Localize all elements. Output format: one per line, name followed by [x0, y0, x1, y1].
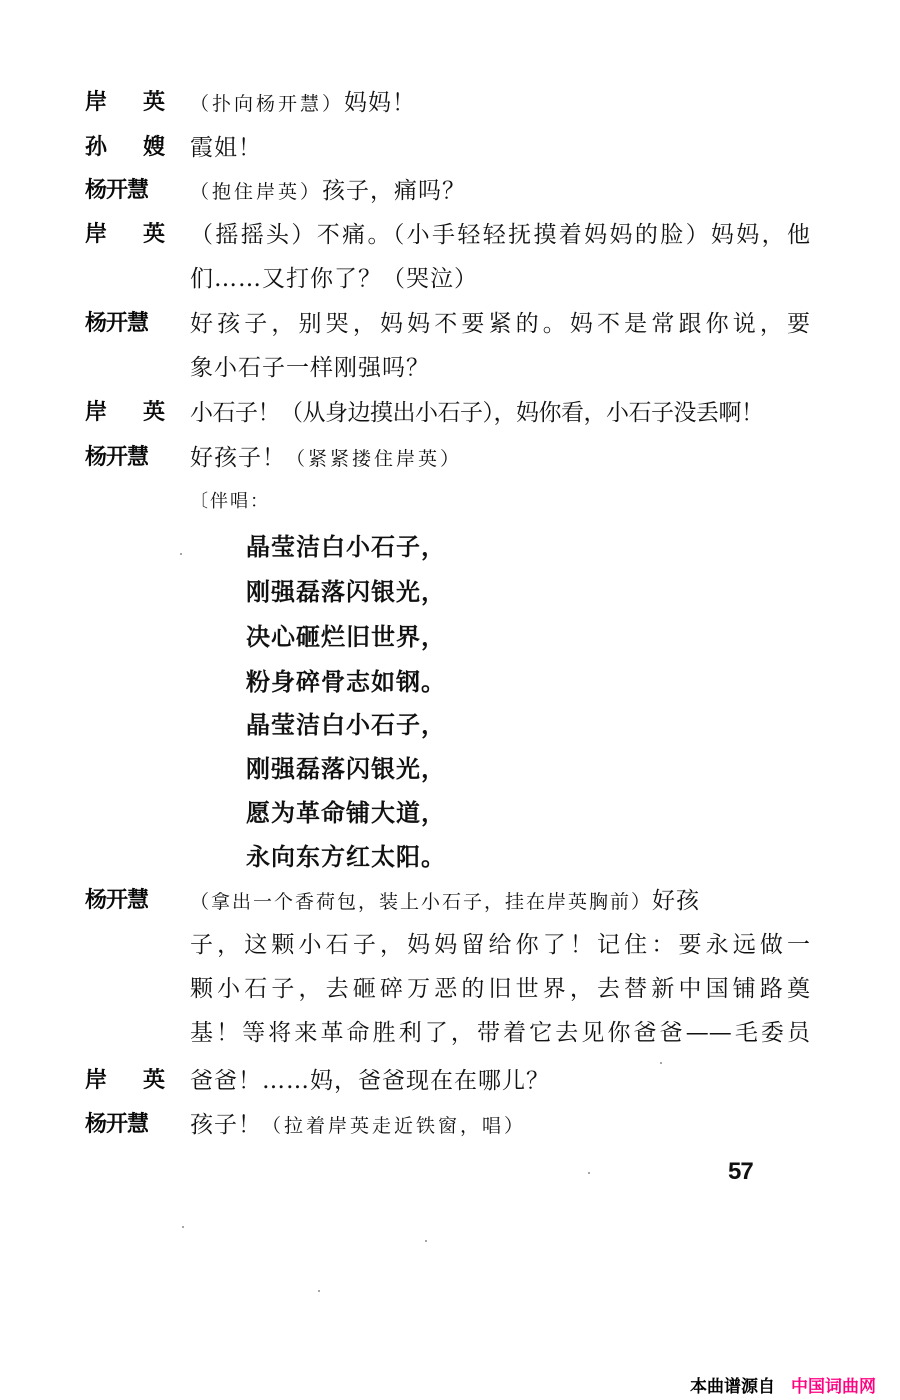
dialogue-line — [190, 176, 466, 207]
scan-speck — [425, 1240, 427, 1242]
scan-speck — [182, 1226, 184, 1228]
dialogue-text: 妈妈！ — [344, 90, 417, 116]
dialogue-entry — [0, 309, 900, 353]
dialogue-line — [190, 88, 416, 119]
speaker-char: 英 — [142, 1068, 165, 1093]
dialogue-entry — [0, 1066, 900, 1110]
speaker-char: 英 — [142, 400, 165, 425]
speaker-char: 岸 — [85, 400, 108, 425]
stage-direction: （拿出一个香荷包，装上小石子，挂在岸英胸前） — [190, 891, 653, 913]
lyric-line: 永向东方红太阳。 — [246, 842, 446, 871]
watermark-source-label: 本曲谱源自 — [690, 1377, 775, 1397]
dialogue-entry — [0, 220, 900, 264]
speaker-char: 岸 — [85, 90, 108, 115]
stage-direction: （抱住岸英） — [190, 181, 323, 203]
dialogue-continuation — [0, 974, 900, 1018]
watermark-site-name[interactable]: 中国词曲网 — [791, 1377, 876, 1397]
dialogue-entry — [0, 1110, 900, 1154]
dialogue-continuation — [0, 264, 900, 308]
lyric-line: 粉身碎骨志如钢。 — [246, 667, 446, 696]
scan-speck — [588, 1172, 590, 1174]
dialogue-entry — [0, 88, 900, 132]
dialogue-entry — [0, 443, 900, 487]
dialogue-continuation — [0, 930, 900, 974]
scan-speck — [318, 1290, 320, 1292]
speaker-name: 杨开慧 — [85, 888, 149, 913]
speaker-char: 嫂 — [142, 135, 165, 160]
speaker-name — [85, 88, 165, 118]
scan-speck — [180, 553, 182, 555]
speaker-name — [85, 220, 165, 250]
speaker-char: 孙 — [85, 135, 108, 160]
lyric-line: 晶莹洁白小石子， — [246, 532, 446, 561]
dialogue-line — [190, 886, 700, 917]
dialogue-text: 霞姐！ — [190, 135, 262, 161]
lyric-line: 刚强磊落闪银光， — [246, 754, 446, 783]
dialogue-line: 小石子！（从身边摸出小石子），妈你看，小石子没丢啊！ — [190, 400, 764, 426]
dialogue-entry — [0, 398, 900, 442]
dialogue-line: 爸爸！……妈，爸爸现在在哪儿？ — [190, 1068, 550, 1094]
dialogue-line: 子，这颗小石子，妈妈留给你了！记住：要永远做一 — [190, 932, 810, 958]
dialogue-line: 好孩子，别哭，妈妈不要紧的。妈不是常跟你说，要 — [190, 311, 810, 337]
lyric-line: 愿为革命铺大道， — [246, 798, 446, 827]
dialogue-continuation — [0, 1018, 900, 1062]
stage-direction: （拉着岸英走近铁窗，唱） — [262, 1115, 527, 1137]
dialogue-line: 们……又打你了？（哭泣） — [190, 266, 478, 292]
lyric-line: 刚强磊落闪银光， — [246, 577, 446, 606]
speaker-name: 杨开慧 — [85, 178, 149, 203]
speaker-name: 杨开慧 — [85, 1112, 149, 1137]
dialogue-line — [190, 443, 462, 474]
speaker-char: 英 — [142, 222, 165, 247]
dialogue-entry — [0, 886, 900, 930]
stage-direction: （扑向杨开慧） — [190, 93, 345, 115]
watermark — [690, 1375, 876, 1399]
dialogue-text: 好孩子！ — [190, 445, 286, 471]
dialogue-line — [190, 133, 262, 163]
dialogue-entry — [0, 176, 900, 220]
speaker-name: 杨开慧 — [85, 445, 149, 470]
speaker-char: 英 — [142, 90, 165, 115]
speaker-name — [85, 133, 165, 163]
dialogue-line: 象小石子一样刚强吗？ — [190, 355, 430, 381]
chorus-label: 〔伴唱： — [190, 491, 270, 512]
page-number: 57 — [728, 1158, 753, 1185]
dialogue-continuation — [0, 353, 900, 397]
dialogue-line: 基！等将来革命胜利了，带着它去见你爸爸——毛委员 — [190, 1020, 810, 1046]
dialogue-entry — [0, 133, 900, 177]
speaker-char: 岸 — [85, 222, 108, 247]
speaker-name — [85, 1066, 165, 1096]
dialogue-line: （摇摇头）不痛。（小手轻轻抚摸着妈妈的脸）妈妈，他 — [190, 222, 810, 248]
lyric-line: 决心砸烂旧世界， — [246, 622, 446, 651]
speaker-name: 杨开慧 — [85, 311, 149, 336]
dialogue-line — [190, 1110, 526, 1141]
speaker-char: 岸 — [85, 1068, 108, 1093]
stage-direction: （紧紧搂住岸英） — [286, 448, 463, 470]
scan-speck — [660, 1062, 662, 1064]
dialogue-text: 孩子，痛吗？ — [322, 178, 467, 204]
dialogue-line: 颗小石子，去砸碎万恶的旧世界，去替新中国铺路奠 — [190, 976, 810, 1002]
dialogue-text: 孩子！ — [190, 1112, 262, 1138]
dialogue-text: 好孩 — [652, 888, 701, 914]
speaker-name — [85, 398, 165, 428]
lyric-line: 晶莹洁白小石子， — [246, 710, 446, 739]
